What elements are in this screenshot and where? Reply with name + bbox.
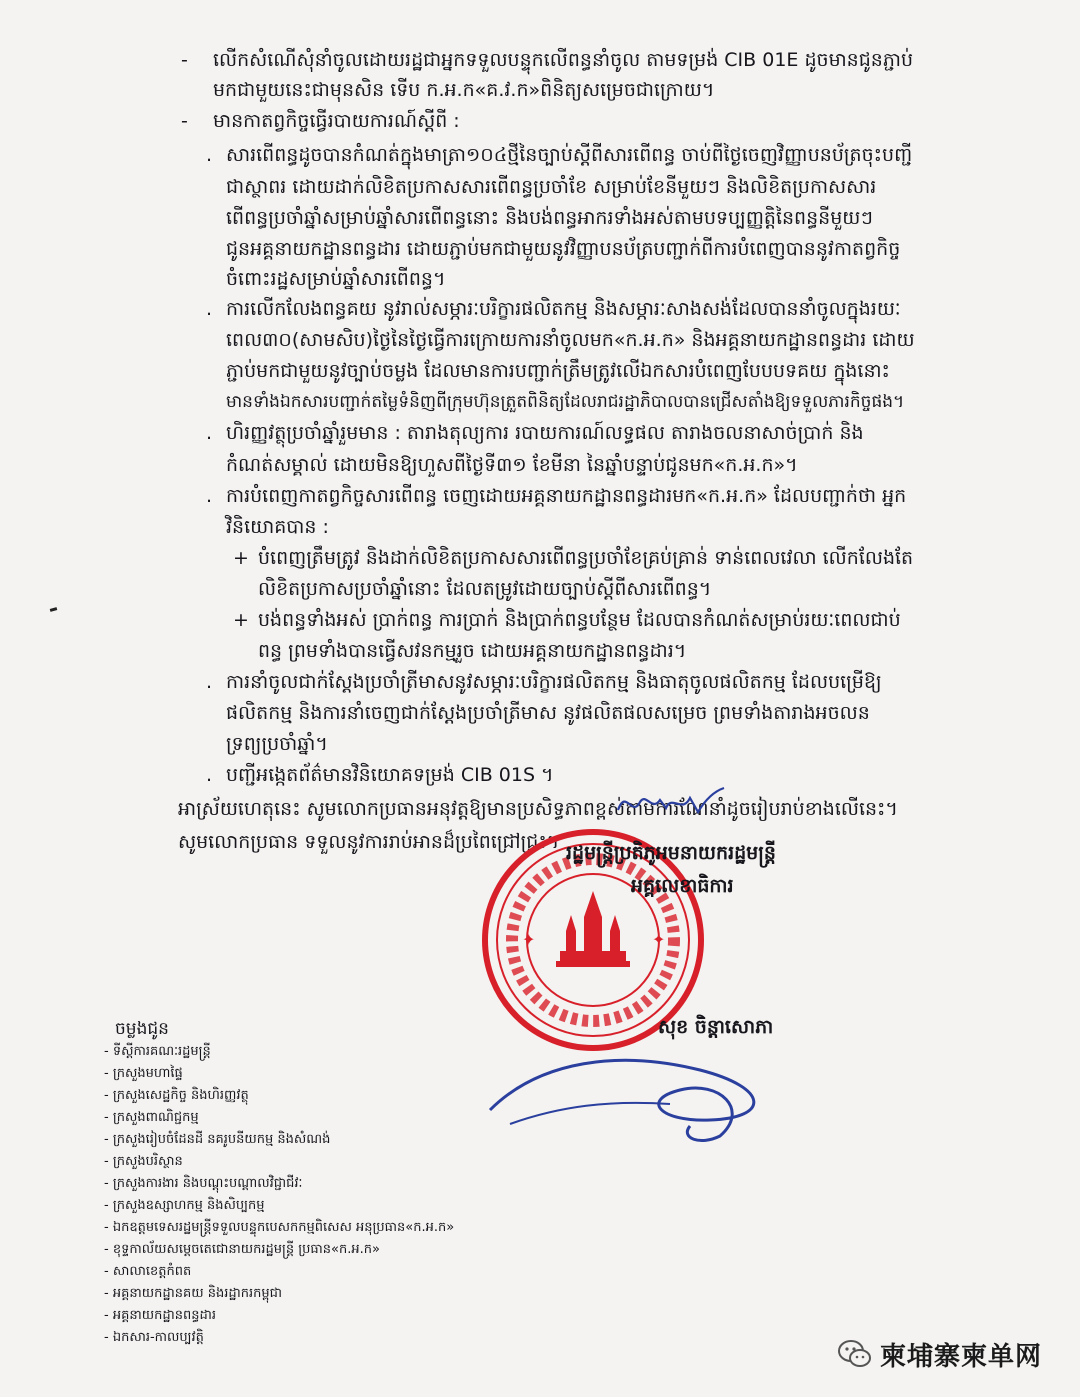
body-line: កំណត់សម្គាល់ ដោយមិនឱ្យហួសពីថ្ងៃទី៣១ ខែមីនា នៃឆ្នាំបន្ទាប់ជូនមក«ក.អ.ក»។	[226, 454, 798, 476]
cc-list-item: - អគ្គនាយកដ្ឋានគយ និងរដ្ឋាករកម្ពុជា	[104, 1286, 282, 1301]
body-line: ចំពោះរដ្ឋសម្រាប់ឆ្នាំសារពើពន្ធ។	[226, 268, 446, 290]
body-line: វិនិយោគបាន :	[226, 516, 329, 538]
body-line: សារពើពន្ធដូចបានកំណត់ក្នុងមាត្រា១០៤ថ្មីនៃច្បាប់ស្តីពីសារពើពន្ធ ចាប់ពីថ្ងៃចេញវិញ្ញាបនប័ត្រចុះបញ្ជី	[226, 144, 913, 166]
body-line: លិខិតប្រកាសប្រចាំឆ្នាំនោះ ដែលតម្រូវដោយច្បាប់ស្តីពីសារពើពន្ធ។	[258, 578, 712, 600]
body-line: លើកសំណើសុំនាំចូលដោយរដ្ឋជាអ្នកទទួលបន្ទុកលើពន្ធនាំចូល តាមទម្រង់ CIB 01E ដូចមានជូនភ្ជាប់	[213, 49, 914, 71]
body-line: ពើពន្ធប្រចាំឆ្នាំសម្រាប់ឆ្នាំសារពើពន្ធនោះ និងបង់ពន្ធអាករទាំងអស់តាមបទប្បញ្ញត្តិនៃពន្ធនីមួយៗ	[226, 207, 873, 229]
cc-list-item: - ក្រសួងរៀបចំដែនដី នគរូបនីយកម្ម និងសំណង់	[104, 1132, 331, 1147]
cc-list-item: - ក្រសួងបរិស្ថាន	[104, 1154, 183, 1169]
cc-list-item: - អគ្គនាយកដ្ឋានពន្ធដារ	[104, 1308, 216, 1323]
closing-line: អាស្រ័យហេតុនេះ សូមលោកប្រធានអនុវត្តឱ្យមានប្រសិទ្ធភាពខ្ពស់តាមការណែនាំដូចរៀបរាប់ខាងលើនេះ។	[178, 798, 898, 820]
body-line: ភ្ជាប់មកជាមួយនូវច្បាប់ចម្លង ដែលមានការបញ្ជាក់ត្រឹមត្រូវលើឯកសារបំពេញបែបបទគយ ក្នុងនោះ	[226, 360, 890, 382]
bullet-marker: -	[181, 110, 188, 132]
item-marker: .	[206, 671, 213, 693]
cc-list-item: - សាលាខេត្តកំពត	[104, 1264, 192, 1279]
svg-text:✦: ✦	[522, 930, 536, 949]
signatory-name: សុខ ចិន្តាសោភា	[658, 1016, 774, 1038]
signatory-title: រដ្ឋមន្ត្រីប្រតិភូអមនាយករដ្ឋមន្ត្រី	[566, 842, 776, 864]
body-line: ទ្រព្យប្រចាំឆ្នាំ។	[226, 733, 328, 755]
item-marker: .	[206, 144, 213, 166]
body-line: បញ្ជីអង្កេតព័ត៌មានវិនិយោគទម្រង់ CIB 01S ។	[226, 764, 554, 786]
margin-mark	[50, 607, 58, 612]
watermark	[838, 1330, 1070, 1378]
body-line: មានទាំងឯកសារបញ្ជាក់តម្លៃទំនិញពីក្រុមហ៊ុនត្រួតពិនិត្យដែលរាជរដ្ឋាភិបាលបានជ្រើសតាំងឱ្យទទួលភារកិច្ចផង។	[226, 392, 905, 412]
watermark-text: 柬埔寨柬单网	[880, 1341, 1043, 1372]
wechat-icon	[838, 1339, 872, 1369]
cc-heading: ចម្លងជូន	[115, 1019, 169, 1039]
item-marker: .	[206, 422, 213, 444]
body-line: បំពេញត្រឹមត្រូវ និងដាក់លិខិតប្រកាសសារពើពន្ធប្រចាំខែគ្រប់គ្រាន់ ទាន់ពេលវេលា លើកលែងតែ	[258, 547, 914, 569]
body-line: ជូនអគ្គនាយកដ្ឋានពន្ធដារ ដោយភ្ជាប់មកជាមួយនូវវិញ្ញាបនប័ត្របញ្ជាក់ពីការបំពេញបាននូវកាតព្វកិច្ច	[226, 238, 901, 260]
cc-list-item: - ក្រសួងមហាផ្ទៃ	[104, 1066, 183, 1081]
sub-item-marker: +	[233, 547, 249, 569]
sub-item-marker: +	[233, 609, 249, 631]
body-line: ពន្ធ ព្រមទាំងបានធ្វើសវនកម្មរួច ដោយអគ្គនាយកដ្ឋានពន្ធដារ។	[258, 640, 687, 662]
body-line: បង់ពន្ធទាំងអស់ ប្រាក់ពន្ធ ការប្រាក់ និងប្រាក់ពន្ធបន្ថែម ដែលបានកំណត់សម្រាប់រយៈពេលជាប់	[258, 609, 901, 631]
cc-list-item: - ក្រសួងសេដ្ឋកិច្ច និងហិរញ្ញវត្ថុ	[104, 1088, 249, 1103]
cc-list-item: - ទីស្តីការគណៈរដ្ឋមន្ត្រី	[104, 1044, 211, 1059]
item-marker: .	[206, 485, 213, 507]
item-marker: .	[206, 764, 213, 786]
body-line: មានកាតព្វកិច្ចធ្វើរបាយការណ៍ស្តីពី :	[213, 110, 460, 132]
cc-list-item: - ឯកសារ-កាលប្បវត្តិ	[104, 1330, 204, 1345]
cc-list-item: - ក្រសួងការងារ និងបណ្តុះបណ្តាលវិជ្ជាជីវៈ	[104, 1176, 303, 1191]
body-line: ការបំពេញកាតព្វកិច្ចសារពើពន្ធ ចេញដោយអគ្គនាយកដ្ឋានពន្ធដារមក«ក.អ.ក» ដែលបញ្ជាក់ថា អ្នក	[226, 485, 907, 507]
body-line: មកជាមួយនេះជាមុនសិន ទើប ក.អ.ក«គ.វ.ក»ពិនិត្យសម្រេចជាក្រោយ។	[213, 79, 715, 101]
item-marker: .	[206, 298, 213, 320]
initials-scribble	[612, 778, 732, 828]
cc-list-item: - ខុទ្ទកាល័យសម្តេចតេជោនាយករដ្ឋមន្ត្រី ប្រធាន«ក.អ.ក»	[104, 1242, 380, 1257]
body-line: ផលិតកម្ម និងការនាំចេញជាក់ស្តែងប្រចាំត្រីមាស នូវផលិតផលសម្រេច ព្រមទាំងតារាងអចលន	[226, 702, 870, 724]
svg-text:✦: ✦	[652, 930, 666, 949]
signature-scribble	[470, 1040, 810, 1150]
body-line: ការនាំចូលជាក់ស្តែងប្រចាំត្រីមាសនូវសម្ភារៈបរិក្ខារផលិតកម្ម និងធាតុចូលផលិតកម្ម ដែលបម្រើឱ្យ	[226, 671, 882, 693]
body-line: ការលើកលែងពន្ធគយ នូវរាល់សម្ភារៈបរិក្ខារផលិតកម្ម និងសម្ភារៈសាងសង់ដែលបាននាំចូលក្នុងរយៈ	[226, 298, 901, 320]
body-line: ហិរញ្ញវត្ថុប្រចាំឆ្នាំរួមមាន : តារាងតុល្យការ របាយការណ៍លទ្ធផល តារាងចលនាសាច់ប្រាក់ និង	[226, 422, 864, 444]
body-line: ជាស្ថាពរ ដោយដាក់លិខិតប្រកាសសារពើពន្ធប្រចាំខែ សម្រាប់ខែនីមួយៗ និងលិខិតប្រកាសសារ	[226, 176, 877, 198]
cc-list-item: - ក្រសួងពាណិជ្ជកម្ម	[104, 1110, 199, 1125]
cc-list-item: - ឯកឧត្តមទេសរដ្ឋមន្ត្រីទទួលបន្ទុកបេសកកម្មពិសេស អនុប្រធាន«ក.អ.ក»	[104, 1220, 455, 1235]
bullet-marker: -	[181, 49, 188, 71]
signatory-position: អគ្គលេខាធិការ	[631, 875, 734, 897]
body-line: ពេល៣០(សាមសិប)ថ្ងៃនៃថ្ងៃធ្វើការក្រោយការនាំចូលមក«ក.អ.ក» និងអគ្គនាយកដ្ឋានពន្ធដារ ដោយ	[226, 329, 915, 351]
closing-line: សូមលោកប្រធាន ទទួលនូវការរាប់អានដ៏ប្រពៃជ្រៅជ្រះ។	[178, 831, 560, 853]
cc-list-item: - ក្រសួងឧស្សាហកម្ម និងសិប្បកម្ម	[104, 1198, 265, 1213]
